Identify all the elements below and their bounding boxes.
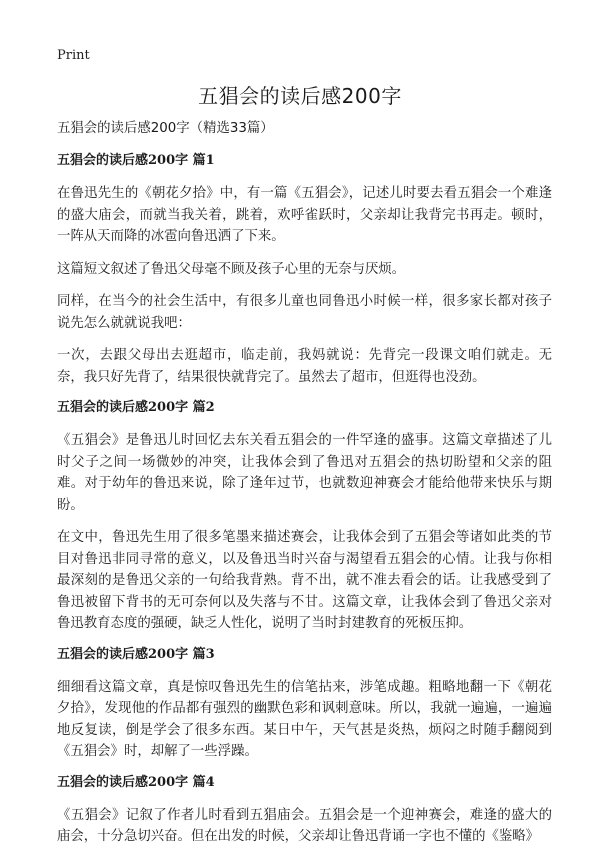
paragraph: 在文中，鲁迅先生用了很多笔墨来描述赛会，让我体会到了五猖会等诸如此类的节目对鲁迅非同寻常的意义，以及鲁迅当时兴奋与渴望看五猖会的心情。让我与你相最深刻的是鲁迅父亲的一句给我背熟。背不出，就不准去看会的话。让我感受到了鲁迅被留下背书的无可奈何以及失落与不甘。这篇文章，让我体会到了鲁迅父亲对鲁迅教育态度的强硬，缺乏人性化，说明了当时封建教育的死板压抑。 (57, 530, 552, 631)
paragraph: 细细看这篇文章，真是惊叹鲁迅先生的信笔拈来，涉笔成趣。粗略地翻一下《朝花夕拾》，发现他的作品都有强烈的幽默色彩和讽刺意味。所以，我就一遍遍，一遍遍地反复读，倒是学会了很多东西。某日中午，天气甚是炎热，烦闷之时随手翻阅到《五猖会》时，却解了一些浮躁。 (57, 679, 552, 759)
document-subtitle: 五猖会的读后感200字（精选33篇） (57, 121, 274, 136)
section-heading: 五猖会的读后感200字 篇2 (57, 400, 215, 415)
page-title: 五猖会的读后感200字 (198, 84, 402, 108)
paragraph: 这篇短文叙述了鲁迅父母毫不顾及孩子心里的无奈与厌烦。 (57, 261, 406, 277)
paragraph: 《五猖会》记叙了作者儿时看到五猖庙会。五猖会是一个迎神赛会，难逢的盛大的庙会，十分急切兴奋。但在出发的时候，父亲却让鲁迅背诵一字也不懂的《鉴略》 (57, 807, 552, 844)
paragraph: 在鲁迅先生的《朝花夕拾》中，有一篇《五猖会》，记述儿时要去看五猖会一个难逢的盛大庙会，而就当我关着，跳着，欢呼雀跃时，父亲却让我背完书再走。顿时，一阵从天而降的冰雹向鲁迅洒了下来。 (57, 186, 552, 244)
paragraph: 同样，在当今的社会生活中，有很多儿童也同鲁迅小时候一样，很多家长都对孩子说先怎么就就说我吧： (57, 294, 552, 331)
paragraph: 《五猖会》是鲁迅儿时回忆去东关看五猖会的一件罕逢的盛事。这篇文章描述了儿时父子之间一场微妙的冲突，让我体会到了鲁迅对五猖会的热切盼望和父亲的阻难。对于幼年的鲁迅来说，除了逢年过节，也就数迎神赛会才能给他带来快乐与期盼。 (57, 433, 552, 513)
paragraph: 一次，去跟父母出去逛超市，临走前，我妈就说：先背完一段课文咱们就走。无奈，我只好先背了，结果很快就背完了。虽然去了超市，但逛得也没劲。 (57, 348, 552, 385)
document-body (57, 120, 552, 859)
section-heading: 五猖会的读后感200字 篇4 (57, 774, 215, 790)
section-heading: 五猖会的读后感200字 篇3 (57, 646, 215, 662)
section-heading: 五猖会的读后感200字 篇1 (57, 153, 215, 168)
print-link[interactable]: Print (57, 48, 90, 63)
